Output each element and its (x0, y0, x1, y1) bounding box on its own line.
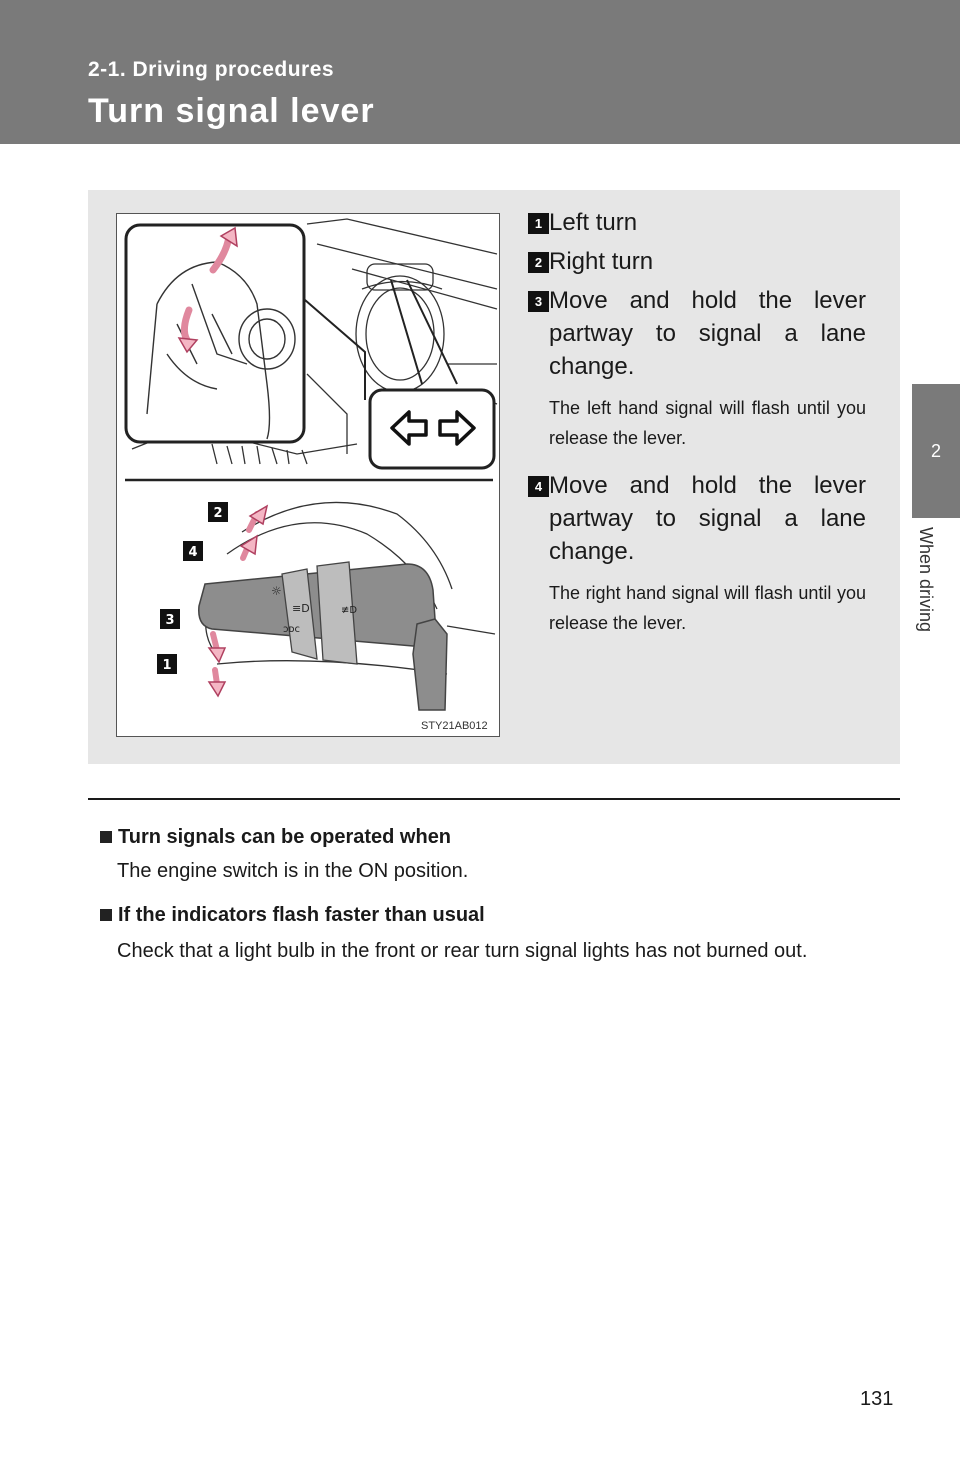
illustration-code: STY21AB012 (421, 720, 488, 732)
svg-text:≢D: ≢D (341, 605, 358, 616)
bullet-square-icon (100, 831, 112, 843)
info-heading: If the indicators flash faster than usual (118, 904, 485, 926)
divider (88, 798, 900, 800)
step-number: 1 (528, 213, 549, 234)
lever-diagram (117, 214, 499, 736)
svg-text:ᴐᴅᴄ: ᴐᴅᴄ (283, 624, 301, 635)
marker-3 (160, 609, 180, 629)
step-text: Move and hold the lever partway to signal a lane change. (549, 472, 866, 565)
step-list (528, 206, 866, 654)
lever-body (199, 564, 435, 646)
step-2 (528, 245, 866, 278)
info-heading: Turn signals can be operated when (118, 826, 452, 848)
step-text: Move and hold the lever partway to signal a lane change. (549, 287, 866, 380)
section-heading: 2-1. Driving procedures (88, 58, 335, 81)
step-note: The right hand signal will flash until you release the lever. (549, 583, 866, 633)
info-body: The engine switch is in the ON position. (117, 860, 469, 882)
step-note: The left hand signal will flash until you release the lever. (549, 398, 866, 448)
marker-1 (157, 654, 177, 674)
step-number: 3 (528, 291, 549, 312)
svg-text:≡D: ≡D (292, 602, 310, 615)
marker-2 (208, 502, 228, 522)
marker-4 (183, 541, 203, 561)
step-number: 2 (528, 252, 549, 273)
chapter-tab-title: When driving (916, 527, 936, 633)
arrow-left-turn-icon (209, 682, 225, 696)
step-4 (528, 469, 866, 568)
page-header (0, 0, 960, 144)
info-body: Check that a light bulb in the front or rear turn signal lights has not burned out. (117, 940, 808, 962)
bullet-square-icon (100, 909, 112, 921)
info-item (100, 904, 890, 967)
page-number: 131 (860, 1388, 894, 1410)
hand-inset (126, 225, 304, 442)
step-3 (528, 284, 866, 383)
step-1 (528, 206, 866, 239)
arrow-partial-left-icon (209, 648, 225, 662)
step-number: 4 (528, 476, 549, 497)
info-item (100, 826, 890, 887)
svg-text:3: 3 (165, 613, 175, 628)
svg-text:☼: ☼ (271, 584, 282, 598)
step-text: Left turn (549, 209, 638, 236)
page-title: Turn signal lever (88, 92, 375, 130)
svg-text:1: 1 (162, 658, 172, 673)
chapter-tab-number: 2 (912, 384, 960, 518)
step-text: Right turn (549, 248, 654, 275)
turn-signal-illustration (116, 213, 500, 737)
svg-text:4: 4 (188, 545, 198, 560)
svg-text:2: 2 (213, 506, 223, 521)
